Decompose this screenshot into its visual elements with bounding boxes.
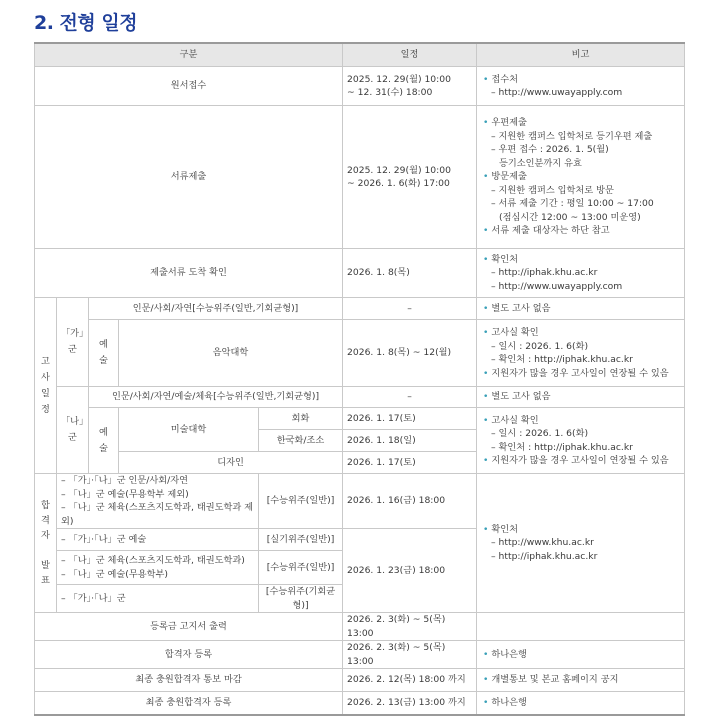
- exam-na-korean-painting: 한국화/조소: [259, 430, 343, 452]
- final-register-label: 최종 충원합격자 등록: [35, 692, 343, 715]
- exam-na-general-note: • 별도 고사 없음: [477, 387, 685, 408]
- documents-note: • 우편제출 – 지원한 캠퍼스 입학처로 등기우편 제출 – 우편 접수 : 2026. 1. 5(월) 등기소인분까지 유효 • 방문제출 – 지원한 캠퍼스 입학처로 방문 – 서류 제출 기간 : 평일 10:00 ~ 17:00 (점심시간 12:00 ~ 13:00 미운영) • 서류 제출 대상자는 하단 참고: [477, 106, 685, 249]
- exam-na-fine-arts: 미술대학: [119, 408, 259, 452]
- schedule-table: [34, 42, 685, 716]
- final-register-date: 2026. 2. 13(금) 13:00 까지: [343, 692, 477, 715]
- documents-label: 서류제출: [35, 106, 343, 249]
- application-date: 2025. 12. 29(월) 10:00 ~ 12. 31(수) 18:00: [343, 67, 477, 106]
- exam-ga-general: 인문/사회/자연[수능위주(일반,기회균형)]: [89, 298, 343, 320]
- announce-row3-targets: – 「나」군 체육(스포츠지도학과, 태권도학과) – 「나」군 예술(무용학부): [57, 551, 259, 585]
- exam-ga-group: 「가」 군: [57, 298, 89, 387]
- final-notice-note: • 개별통보 및 본교 홈페이지 공지: [477, 669, 685, 692]
- header-category: 구분: [35, 43, 343, 67]
- exam-ga-note: • 고사실 확인 – 일시 : 2026. 1. 6(화) – 확인처 : http://iphak.khu.ac.kr • 지원자가 많을 경우 고사일이 연장될 수 있음: [477, 320, 685, 387]
- announce-row1-targets: – 「가」·「나」군 인문/사회/자연 – 「나」군 예술(무용학부 제외) – 「나」군 체육(스포츠지도학과, 태권도학과 제외): [57, 474, 259, 529]
- announce-row1-date: 2026. 1. 16(금) 18:00: [343, 474, 477, 529]
- exam-schedule-label: 고 사 일 정: [35, 298, 57, 474]
- register-label: 합격자 등록: [35, 641, 343, 669]
- final-notice-label: 최종 충원합격자 통보 마감: [35, 669, 343, 692]
- exam-na-note: • 고사실 확인 – 일시 : 2026. 1. 6(화) – 확인처 : http://iphak.khu.ac.kr • 지원자가 많을 경우 고사일이 연장될 수 있음: [477, 408, 685, 474]
- tuition-note: [477, 613, 685, 641]
- exam-ga-general-note: • 별도 고사 없음: [477, 298, 685, 320]
- exam-na-korean-painting-date: 2026. 1. 18(일): [343, 430, 477, 452]
- final-register-note: • 하나은행: [477, 692, 685, 715]
- announce-row4-targets: – 「가」·「나」군: [57, 585, 259, 613]
- exam-na-general: 인문/사회/자연/예술/체육[수능위주(일반,기회균형)]: [89, 387, 343, 408]
- header-date: 일정: [343, 43, 477, 67]
- header-note: 비고: [477, 43, 685, 67]
- tuition-date: 2026. 2. 3(화) ~ 5(목) 13:00: [343, 613, 477, 641]
- arrival-label: 제출서류 도착 확인: [35, 249, 343, 298]
- announce-row2-targets: – 「가」·「나」군 예술: [57, 529, 259, 551]
- announce-note: • 확인처 – http://www.khu.ac.kr – http://iphak.khu.ac.kr: [477, 474, 685, 613]
- application-label: 원서접수: [35, 67, 343, 106]
- tuition-label: 등록금 고지서 출력: [35, 613, 343, 641]
- exam-ga-music-date: 2026. 1. 8(목) ~ 12(월): [343, 320, 477, 387]
- announce-row4-type: [수능위주(기회균형)]: [259, 585, 343, 613]
- exam-na-painting: 회화: [259, 408, 343, 430]
- exam-na-painting-date: 2026. 1. 17(토): [343, 408, 477, 430]
- exam-na-group: 「나」 군: [57, 387, 89, 474]
- announce-row23-date: 2026. 1. 23(금) 18:00: [343, 529, 477, 613]
- announce-row2-type: [실기위주(일반)]: [259, 529, 343, 551]
- arrival-date: 2026. 1. 8(목): [343, 249, 477, 298]
- application-note: • 접수처 – http://www.uwayapply.com: [477, 67, 685, 106]
- announce-row1-type: [수능위주(일반)]: [259, 474, 343, 529]
- exam-ga-general-date: –: [343, 298, 477, 320]
- register-date: 2026. 2. 3(화) ~ 5(목) 13:00: [343, 641, 477, 669]
- exam-na-design: 디자인: [119, 452, 343, 474]
- exam-ga-music: 음악대학: [119, 320, 343, 387]
- final-notice-date: 2026. 2. 12(목) 18:00 까지: [343, 669, 477, 692]
- exam-na-general-date: –: [343, 387, 477, 408]
- announce-row3-type: [수능위주(일반)]: [259, 551, 343, 585]
- exam-na-arts: 예 술: [89, 408, 119, 474]
- announce-label: 합 격 자 발 표: [35, 474, 57, 613]
- documents-date: 2025. 12. 29(월) 10:00 ~ 2026. 1. 6(화) 17:00: [343, 106, 477, 249]
- arrival-note: • 확인처 – http://iphak.khu.ac.kr – http://www.uwayapply.com: [477, 249, 685, 298]
- exam-ga-arts: 예 술: [89, 320, 119, 387]
- page-title: 2. 전형 일정: [34, 12, 138, 34]
- exam-na-design-date: 2026. 1. 17(토): [343, 452, 477, 474]
- register-note: • 하나은행: [477, 641, 685, 669]
